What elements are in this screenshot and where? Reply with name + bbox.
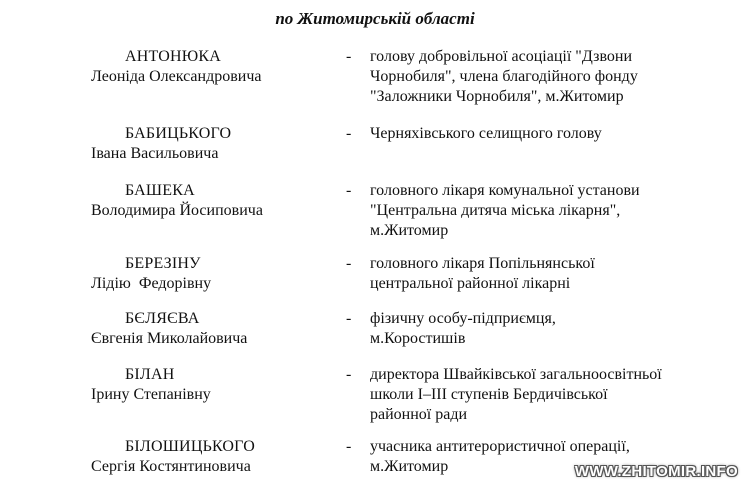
person-surname: АНТОНЮКА <box>125 48 222 65</box>
person-description <box>370 365 730 425</box>
description-line: Чорнобиля", члена благодійного фонду <box>370 68 638 85</box>
person-given-name: Ірину Степанівну <box>91 386 211 403</box>
description-line: головного лікаря Попільнянської <box>370 255 595 272</box>
section-heading: по Житомирській області <box>275 9 475 28</box>
description-line: Черняхівського селищного голову <box>370 125 602 142</box>
person-surname: БЕРЕЗІНУ <box>125 255 201 272</box>
description-line: учасника антитерористичної операції, <box>370 438 630 455</box>
description-line: голову добровільної асоціації "Дзвони <box>370 48 633 65</box>
description-line: директора Швайківської загальноосвітньої <box>370 366 662 383</box>
site-watermark: WWW.ZHITOMIR.INFO <box>574 463 738 480</box>
person-given-name: Володимира Йосиповича <box>91 202 263 219</box>
description-line: школи І–ІІІ ступенів Бердичівської <box>370 386 608 403</box>
person-surname: БІЛОШИЦЬКОГО <box>125 438 255 455</box>
separator-dash: - <box>346 255 352 272</box>
person-given-name: Сергія Костянтиновича <box>91 458 251 475</box>
person-description <box>370 181 730 241</box>
separator-dash: - <box>346 310 352 327</box>
description-line: м.Коростишів <box>370 330 466 347</box>
person-surname: БІЛАН <box>125 366 175 383</box>
description-line: фізичну особу-підприємця, <box>370 310 556 327</box>
person-given-name: Євгенія Миколайовича <box>91 330 248 347</box>
person-surname: БЄЛЯЄВА <box>125 310 200 327</box>
description-line: м.Житомир <box>370 458 449 475</box>
separator-dash: - <box>346 182 352 199</box>
separator-dash: - <box>346 438 352 455</box>
separator-dash: - <box>346 366 352 383</box>
description-line: головного лікаря комунальної установи <box>370 182 640 199</box>
person-description <box>370 124 730 144</box>
person-given-name: Леоніда Олександровича <box>91 68 262 85</box>
separator-dash: - <box>346 125 352 142</box>
description-line: центральної районної лікарні <box>370 275 571 292</box>
person-description <box>370 309 730 349</box>
person-description <box>370 47 730 107</box>
description-line: районної ради <box>370 406 468 423</box>
person-given-name: Лідію Федорівну <box>91 275 212 292</box>
person-given-name: Івана Васильовича <box>91 145 219 162</box>
description-line: м.Житомир <box>370 222 449 239</box>
person-surname: БАБИЦЬКОГО <box>125 125 232 142</box>
person-description <box>370 254 730 294</box>
description-line: "Центральна дитяча міська лікарня", <box>370 202 621 219</box>
separator-dash: - <box>346 48 352 65</box>
description-line: "Заложники Чорнобиля", м.Житомир <box>370 88 624 105</box>
person-surname: БАШЕКА <box>125 182 195 199</box>
